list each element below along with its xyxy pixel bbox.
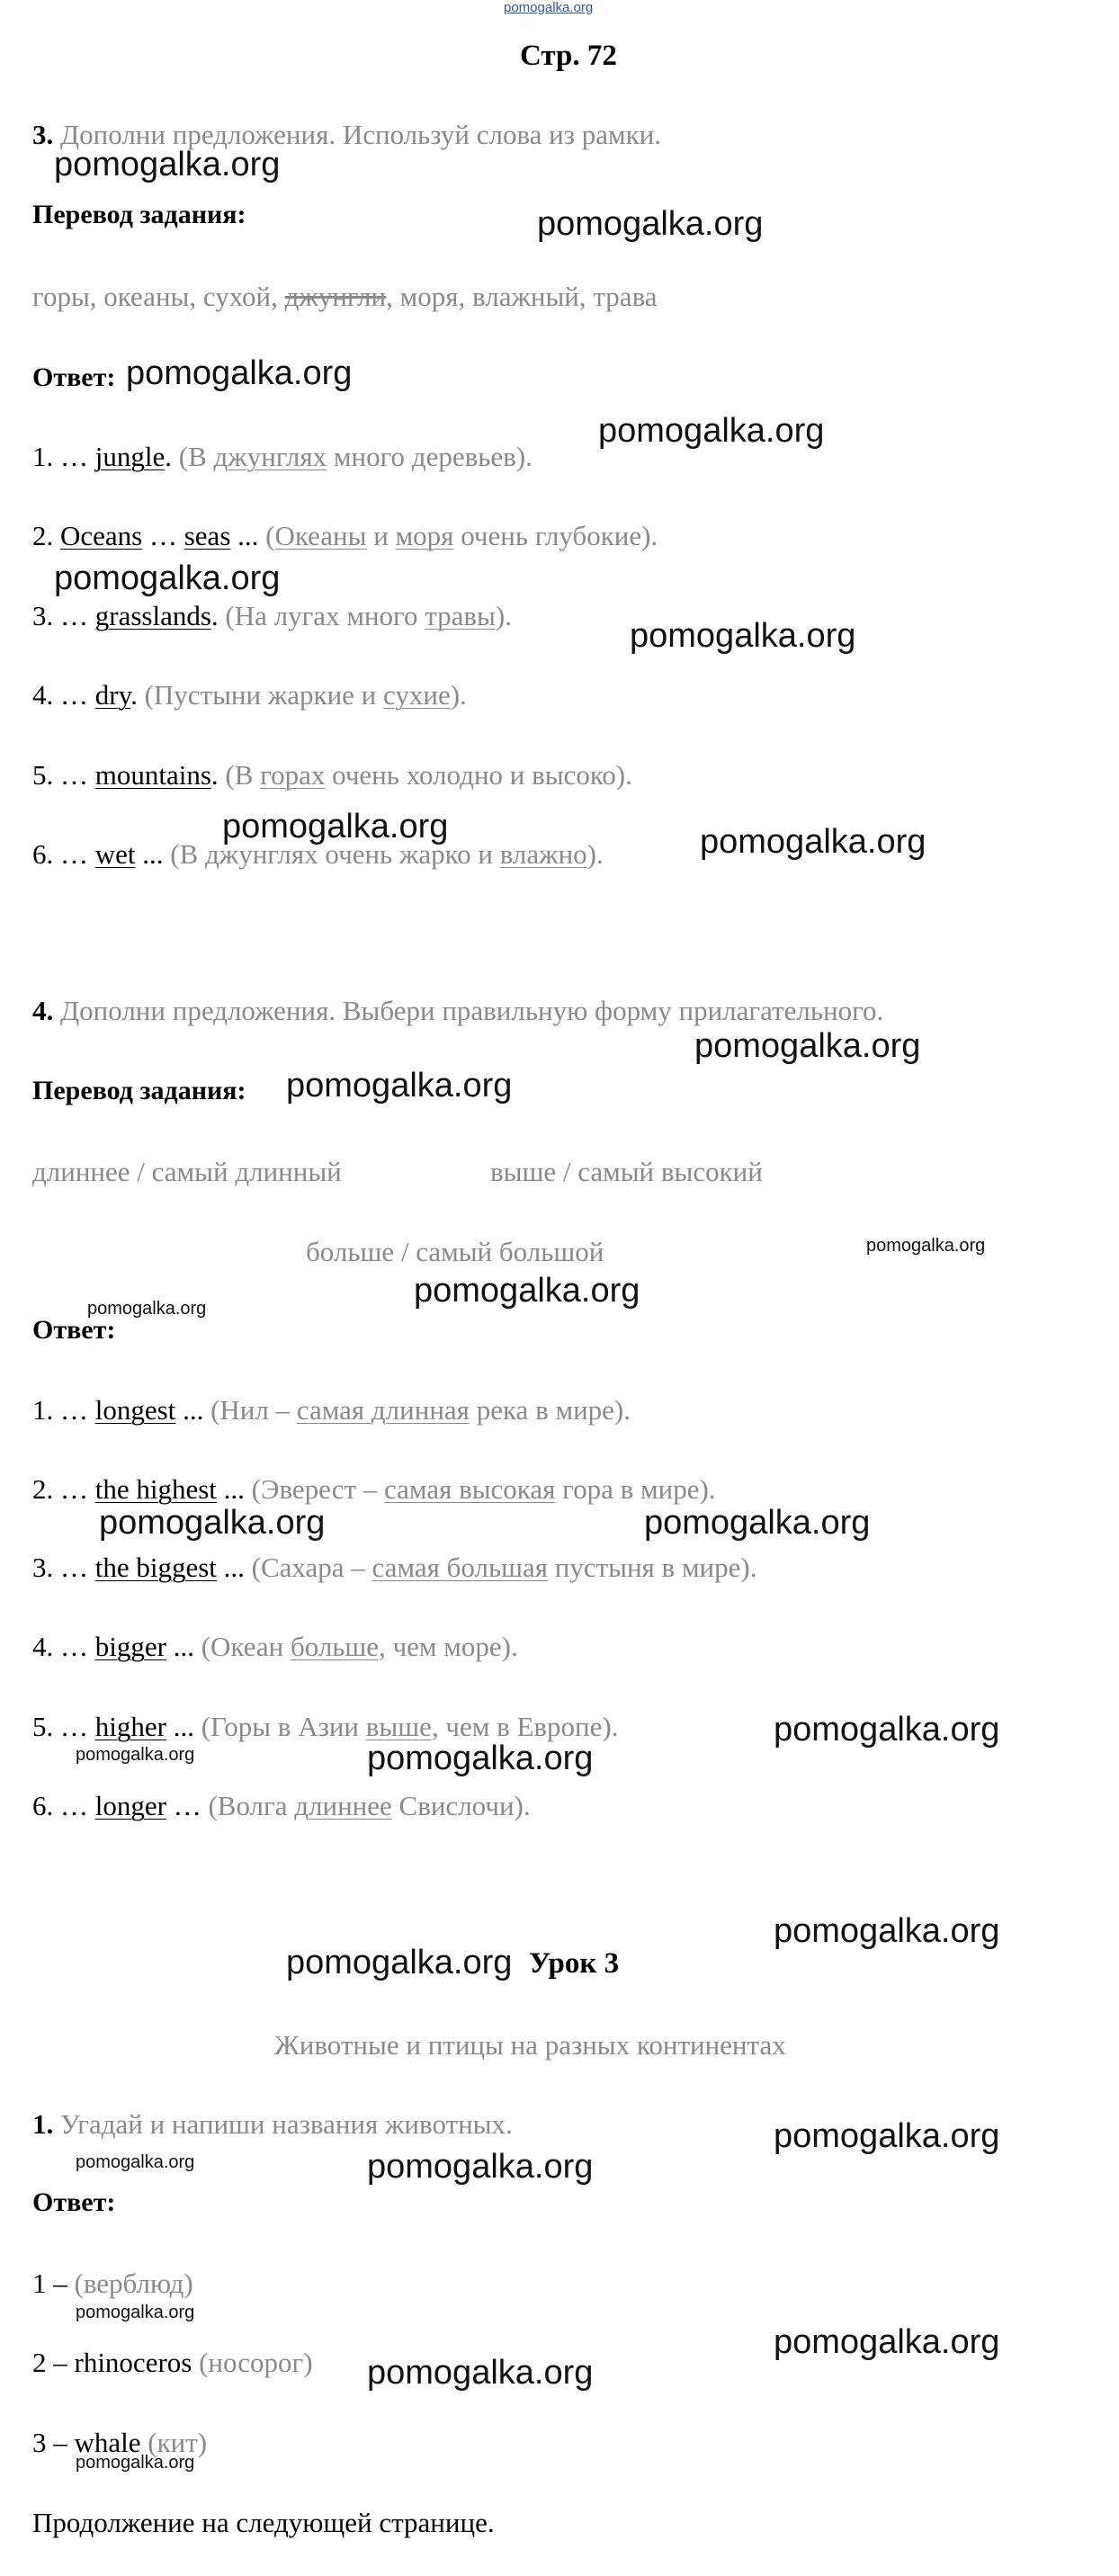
ex4-option-2: выше / самый высокий	[490, 1156, 763, 1187]
translation-text: река в мире).	[469, 1394, 631, 1426]
answer-prefix: 2.	[32, 520, 60, 551]
watermark: pomogalka.org	[774, 1711, 1000, 1749]
translation-text: (кит)	[148, 2427, 208, 2458]
watermark: pomogalka.org	[99, 1504, 326, 1542]
translation-text: (Волга	[208, 1790, 295, 1821]
answer-sep: .	[210, 600, 226, 631]
translation-word: сухие	[383, 679, 451, 711]
ex4-answer-2	[32, 1473, 716, 1506]
watermark: pomogalka.org	[76, 1745, 195, 1765]
footer-continued: Продолжение на следующей странице.	[32, 2507, 495, 2538]
lesson-subtitle: Животные и птицы на разных континентах	[274, 2029, 786, 2061]
ex1-task-text: Угадай и напиши названия животных.	[53, 2108, 513, 2140]
answer-prefix: 6. …	[32, 838, 95, 870]
watermark: pomogalka.org	[700, 823, 927, 861]
translation-text: (Океан	[201, 1631, 291, 1662]
translation-text: (На лугах много	[225, 600, 425, 631]
translation-text: (Пустыни жаркие и	[144, 679, 384, 711]
translation-word: самая высокая	[384, 1473, 556, 1505]
watermark: pomogalka.org	[222, 808, 449, 845]
watermark: pomogalka.org	[774, 1912, 1000, 1950]
lesson-title: Урок 3	[529, 1947, 620, 1980]
ex4-answer-1	[32, 1394, 631, 1427]
ex3-answer-3	[32, 600, 512, 632]
answer-prefix: 5. …	[32, 1711, 95, 1742]
ex3-translation-label: Перевод задания:	[32, 200, 246, 229]
answer-prefix: 4. …	[32, 679, 95, 711]
answer-word: Oceans	[60, 520, 143, 551]
translation-text: (носорог)	[199, 2347, 313, 2378]
ex3-answer-2	[32, 520, 658, 552]
answer-prefix: 1 –	[32, 2267, 75, 2299]
translation-text: много деревьев).	[327, 441, 533, 472]
translation-word: Океаны	[274, 520, 367, 551]
ex4-answer-4	[32, 1631, 518, 1663]
answer-sep: ...	[135, 838, 171, 870]
watermark: pomogalka.org	[694, 1027, 921, 1065]
answer-prefix: 4. …	[32, 1631, 95, 1662]
answer-prefix: 1. …	[32, 441, 95, 472]
translation-text: (В	[178, 441, 214, 472]
translation-word: самая длинная	[296, 1394, 470, 1426]
watermark: pomogalka.org	[537, 205, 764, 243]
watermark: pomogalka.org	[367, 2148, 594, 2186]
translation-text: (Сахара –	[251, 1552, 372, 1583]
ex4-answer-6	[32, 1790, 531, 1822]
watermark: pomogalka.org	[286, 1944, 513, 1981]
answer-sep: ...	[166, 1631, 201, 1662]
ex3-words-struck: джунгли	[284, 281, 387, 312]
ex3-answer-label: Ответ:	[32, 362, 116, 392]
translation-word: выше	[365, 1711, 432, 1742]
answer-word: the biggest	[94, 1552, 217, 1583]
translation-text: ).	[450, 679, 467, 711]
translation-text: очень холодно и высоко).	[325, 759, 632, 791]
translation-word: влажно	[499, 838, 587, 870]
watermark: pomogalka.org	[598, 412, 825, 450]
answer-sep: …	[142, 520, 184, 551]
watermark: pomogalka.org	[76, 2453, 195, 2473]
ex4-answer-5	[32, 1711, 618, 1743]
top-watermark-link[interactable]: pomogalka.org	[504, 0, 594, 15]
ex1-answer-label: Ответ:	[32, 2187, 116, 2217]
ex4-number: 4.	[32, 995, 54, 1026]
ex3-words-b: , моря, влажный, трава	[386, 281, 658, 312]
watermark: pomogalka.org	[54, 146, 281, 183]
answer-sep: ...	[216, 1552, 252, 1583]
answer-prefix: 3 – whale	[32, 2427, 148, 2458]
translation-text: (	[265, 520, 275, 551]
answer-prefix: 5. …	[32, 759, 95, 791]
answer-sep: …	[166, 1790, 209, 1821]
answer-sep: ...	[175, 1394, 211, 1426]
ex3-words-a: горы, океаны, сухой,	[32, 281, 285, 312]
ex1-task	[32, 2108, 513, 2141]
answer-sep: .	[130, 679, 145, 711]
ex3-answer-1	[32, 441, 533, 473]
answer-sep: .	[165, 441, 179, 472]
answer-sep: .	[210, 759, 226, 791]
translation-text: (В джунглях очень жарко и	[170, 838, 500, 870]
watermark: pomogalka.org	[630, 617, 856, 655]
watermark: pomogalka.org	[76, 2303, 195, 2322]
watermark: pomogalka.org	[126, 354, 353, 392]
translation-text: (верблюд)	[74, 2267, 193, 2299]
answer-word: mountains	[94, 759, 211, 791]
answer-prefix: 3. …	[32, 600, 95, 631]
answer-prefix: 2 – rhinoceros	[32, 2347, 200, 2378]
ex1-answer-2	[32, 2347, 313, 2379]
watermark: pomogalka.org	[644, 1504, 871, 1542]
answer-word: jungle	[94, 441, 166, 472]
translation-text: ).	[586, 838, 604, 870]
translation-word: травы	[425, 600, 496, 631]
ex4-task	[32, 995, 883, 1027]
translation-text: ).	[495, 600, 512, 631]
watermark: pomogalka.org	[774, 2117, 1000, 2155]
translation-word: джунглях	[213, 441, 327, 472]
ex3-number: 3.	[32, 119, 54, 150]
translation-text: (Горы в Азии	[201, 1711, 366, 1742]
translation-text: гора в мире).	[555, 1473, 716, 1505]
answer-prefix: 6. …	[32, 1790, 95, 1821]
answer-word: bigger	[94, 1631, 166, 1662]
translation-text: и	[366, 520, 396, 551]
watermark: pomogalka.org	[367, 1740, 594, 1777]
answer-word: grasslands	[94, 600, 211, 631]
watermark: pomogalka.org	[76, 2152, 195, 2172]
answer-word: longest	[94, 1394, 176, 1426]
translation-text: (В	[225, 759, 261, 791]
answer-prefix: 3. …	[32, 1552, 95, 1583]
answer-sep: ...	[230, 520, 266, 551]
ex3-answer-4	[32, 679, 467, 711]
ex3-word-box	[32, 281, 658, 313]
ex3-answer-5	[32, 759, 632, 792]
page-title: Стр. 72	[520, 40, 617, 72]
translation-text: (Эверест –	[251, 1473, 385, 1505]
answer-sep: ...	[216, 1473, 252, 1505]
answer-word: seas	[184, 520, 231, 551]
translation-text: , чем море).	[379, 1631, 518, 1662]
answer-word: higher	[94, 1711, 166, 1742]
watermark: pomogalka.org	[774, 2323, 1000, 2361]
translation-text: пустыня в мире).	[547, 1552, 757, 1583]
translation-text: Свислочи).	[391, 1790, 531, 1821]
ex1-number: 1.	[32, 2108, 54, 2140]
ex4-task-text: Дополни предложения. Выбери правильную форму прилагательного.	[53, 995, 884, 1026]
answer-sep: ...	[166, 1711, 201, 1742]
translation-text: очень глубокие).	[453, 520, 658, 551]
answer-word: longer	[94, 1790, 166, 1821]
watermark: pomogalka.org	[367, 2354, 594, 2392]
translation-word: горах	[260, 759, 326, 791]
answer-prefix: 1. …	[32, 1394, 95, 1426]
translation-word: больше	[290, 1631, 380, 1662]
answer-word: dry	[94, 679, 131, 711]
ex4-answer-3	[32, 1552, 756, 1584]
translation-word: самая большая	[372, 1552, 548, 1583]
translation-text: , чем в Европе).	[431, 1711, 619, 1742]
ex4-translation-label: Перевод задания:	[32, 1076, 246, 1105]
ex1-answer-1	[32, 2267, 193, 2300]
watermark: pomogalka.org	[286, 1067, 513, 1105]
answer-word: wet	[94, 838, 136, 870]
translation-word: длиннее	[294, 1790, 392, 1821]
watermark: pomogalka.org	[54, 559, 281, 597]
answer-prefix: 2. …	[32, 1473, 95, 1505]
ex3-task-text: Дополни предложения. Используй слова из рамки.	[53, 119, 662, 150]
watermark: pomogalka.org	[866, 1236, 986, 1256]
watermark: pomogalka.org	[414, 1272, 640, 1310]
translation-text: (Нил –	[210, 1394, 297, 1426]
ex4-answer-label: Ответ:	[32, 1315, 116, 1345]
answer-word: the highest	[94, 1473, 217, 1505]
ex4-option-1: длиннее / самый длинный	[32, 1156, 342, 1187]
ex4-option-3: больше / самый большой	[306, 1236, 604, 1267]
translation-word: моря	[395, 520, 454, 551]
watermark: pomogalka.org	[87, 1299, 207, 1319]
